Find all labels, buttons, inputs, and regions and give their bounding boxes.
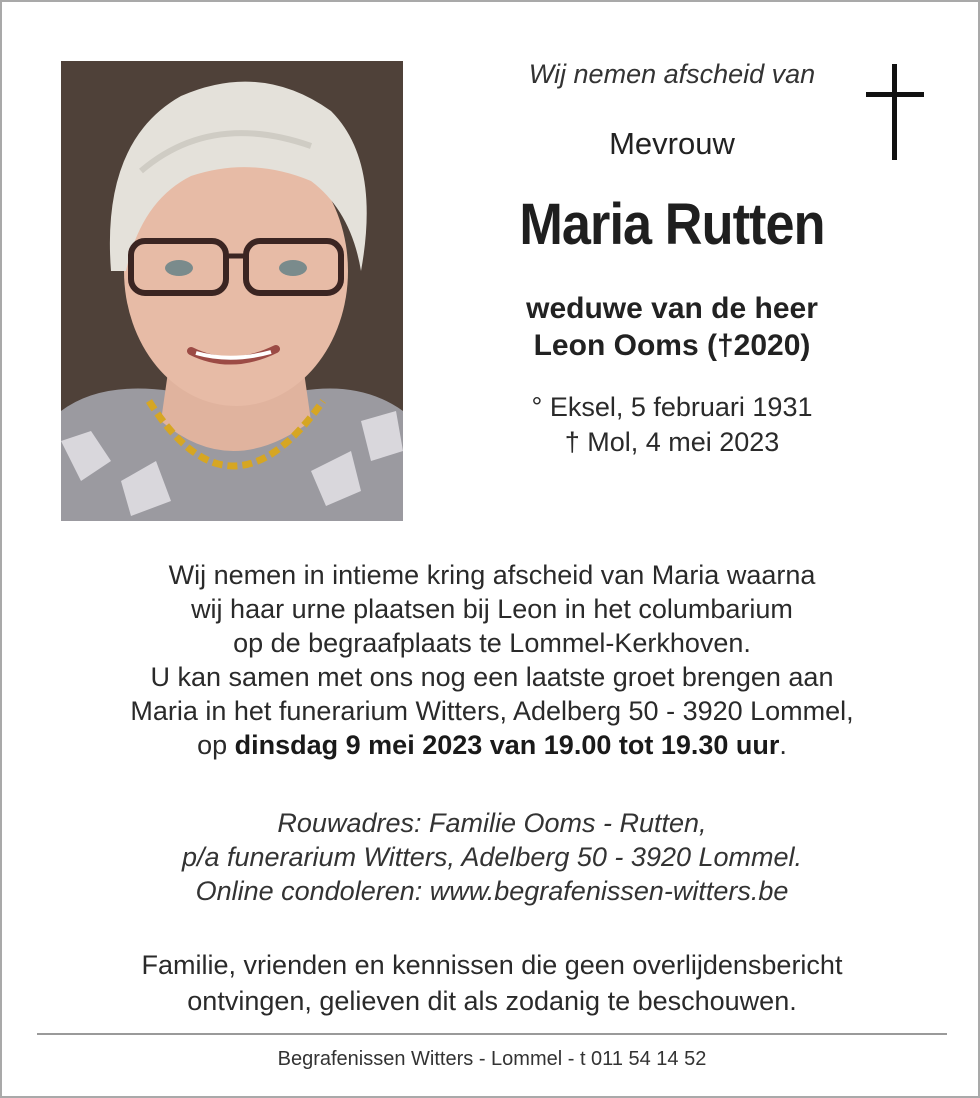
message-line-2: wij haar urne plaatsen bij Leon in het columbarium — [191, 594, 793, 624]
deceased-name: Maria Rutten — [519, 192, 825, 257]
announcement-header — [442, 54, 902, 460]
message-line-5: Maria in het funerarium Witters, Adelberg 50 - 3920 Lommel, — [130, 696, 854, 726]
footer-divider — [37, 1033, 947, 1035]
portrait-photo — [61, 61, 403, 521]
message-line-1: Wij nemen in intieme kring afscheid van Maria waarna — [168, 560, 816, 590]
message-line-3: op de begraafplaats te Lommel-Kerkhoven. — [233, 628, 751, 658]
visit-suffix: . — [779, 730, 787, 760]
funeral-home-footer: Begrafenissen Witters - Lommel - t 011 54 14 52 — [277, 1048, 707, 1070]
message-line-6 — [2, 728, 980, 762]
visit-datetime: dinsdag 9 mei 2023 van 19.00 tot 19.30 uur — [234, 730, 780, 760]
address-line-1: Rouwadres: Familie Ooms - Rutten, — [277, 808, 707, 838]
intro-text: Wij nemen afscheid van — [528, 59, 816, 89]
life-dates — [442, 390, 902, 460]
visit-prefix: op — [197, 730, 235, 760]
honorific: Mevrouw — [609, 126, 735, 161]
death-date: † Mol, 4 mei 2023 — [564, 427, 780, 457]
address-line-2: p/a funerarium Witters, Adelberg 50 - 3920 Lommel. — [181, 842, 803, 872]
widow-line-1: weduwe van de heer — [526, 292, 818, 325]
condolence-link: Online condoleren: www.begrafenissen-witters.be — [195, 876, 789, 906]
message-line-4: U kan samen met ons nog een laatste groet brengen aan — [150, 662, 834, 692]
birth-date: ° Eksel, 5 februari 1931 — [531, 392, 813, 422]
closing-line-1: Familie, vrienden en kennissen die geen overlijdensbericht — [141, 950, 843, 980]
closing-notice — [2, 947, 980, 1019]
mourning-address — [2, 806, 980, 908]
portrait-illustration — [61, 61, 403, 521]
farewell-message — [2, 558, 980, 762]
widow-line-2: Leon Ooms (†2020) — [533, 329, 811, 362]
widow-of — [442, 290, 902, 364]
closing-line-2: ontvingen, gelieven dit als zodanig te beschouwen. — [187, 986, 797, 1016]
